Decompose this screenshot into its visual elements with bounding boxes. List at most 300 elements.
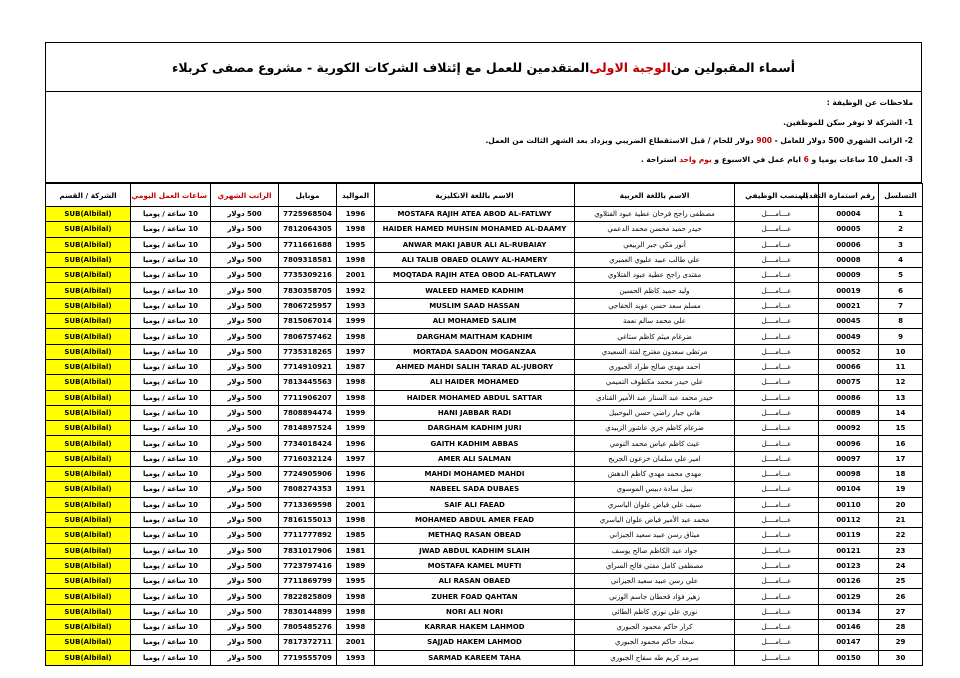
row-birth-year: 1995 <box>337 237 375 252</box>
row-salary: 500 دولار <box>211 497 279 512</box>
note-3 <box>641 155 913 164</box>
row-salary: 500 دولار <box>211 467 279 482</box>
row-birth-year: 1996 <box>337 207 375 222</box>
row-english-name: DARGHAM MAITHAM KADHIM <box>375 329 575 344</box>
row-mobile: 7830144899 <box>279 604 337 619</box>
row-birth-year: 1993 <box>337 650 375 665</box>
row-company: (Albilal)SUB <box>46 589 131 604</box>
row-arabic-name: هاني جبار راضي حسن البوحبيل <box>575 405 735 420</box>
header-seq: التسلسل <box>879 184 923 207</box>
row-arabic-name: امير علي سلمان خزعون الجريح <box>575 451 735 466</box>
row-company: (Albilal)SUB <box>46 283 131 298</box>
row-seq: 29 <box>879 635 923 650</box>
row-arabic-name: نوري علي نوري كاظم الطائي <box>575 604 735 619</box>
row-salary: 500 دولار <box>211 635 279 650</box>
row-daily-hours: 10 ساعة / يوميا <box>131 467 211 482</box>
row-english-name: MAHDI MOHAMED MAHDI <box>375 467 575 482</box>
table-row <box>46 574 923 589</box>
row-english-name: SAIF ALI FAEAD <box>375 497 575 512</box>
row-job: عـــامــــل <box>735 222 819 237</box>
row-mobile: 7808894474 <box>279 405 337 420</box>
row-seq: 2 <box>879 222 923 237</box>
row-job: عـــامــــل <box>735 558 819 573</box>
row-salary: 500 دولار <box>211 436 279 451</box>
row-english-name: ANWAR MAKI JABUR ALI AL-RUBAIAY <box>375 237 575 252</box>
row-birth-year: 1993 <box>337 298 375 313</box>
row-arabic-name: سيف علي فياض علوان الياسري <box>575 497 735 512</box>
row-salary: 500 دولار <box>211 375 279 390</box>
row-english-name: MUSLIM SAAD HASSAN <box>375 298 575 313</box>
row-mobile: 7719555709 <box>279 650 337 665</box>
row-mobile: 7735318265 <box>279 344 337 359</box>
row-company: (Albilal)SUB <box>46 421 131 436</box>
row-seq: 21 <box>879 512 923 527</box>
row-salary: 500 دولار <box>211 314 279 329</box>
accepted-applicants-table <box>45 183 923 666</box>
row-company: (Albilal)SUB <box>46 650 131 665</box>
row-mobile: 7822825809 <box>279 589 337 604</box>
note-2-text-b: دولار للحام / قبل الاستقطاع الضريبي ويزداد بعد الشهر الثالث من العمل. <box>485 136 757 145</box>
row-job: عـــامــــل <box>735 635 819 650</box>
row-seq: 19 <box>879 482 923 497</box>
row-company: (Albilal)SUB <box>46 467 131 482</box>
row-seq: 6 <box>879 283 923 298</box>
row-company: (Albilal)SUB <box>46 574 131 589</box>
row-seq: 26 <box>879 589 923 604</box>
row-birth-year: 1999 <box>337 314 375 329</box>
row-daily-hours: 10 ساعة / يوميا <box>131 314 211 329</box>
row-seq: 25 <box>879 574 923 589</box>
row-english-name: MOSTAFA KAMEL MUFTI <box>375 558 575 573</box>
row-arabic-name: مسلم سعد حسن عويد الخفاجي <box>575 298 735 313</box>
row-daily-hours: 10 ساعة / يوميا <box>131 268 211 283</box>
row-daily-hours: 10 ساعة / يوميا <box>131 558 211 573</box>
row-salary: 500 دولار <box>211 650 279 665</box>
row-arabic-name: مصطفى راجح فرحان عطية عبود الفتلاوي <box>575 207 735 222</box>
row-english-name: MOQTADA RAJIH ATEA OBOD AL-FATLAWY <box>375 268 575 283</box>
row-birth-year: 1998 <box>337 390 375 405</box>
row-salary: 500 دولار <box>211 298 279 313</box>
row-seq: 30 <box>879 650 923 665</box>
row-arabic-name: علي حيدر محمد مكطوف التميمي <box>575 375 735 390</box>
row-daily-hours: 10 ساعة / يوميا <box>131 298 211 313</box>
row-birth-year: 1998 <box>337 604 375 619</box>
row-job: عـــامــــل <box>735 390 819 405</box>
row-salary: 500 دولار <box>211 344 279 359</box>
row-seq: 14 <box>879 405 923 420</box>
row-application-no: 00147 <box>819 635 879 650</box>
row-mobile: 7817372711 <box>279 635 337 650</box>
row-english-name: NABEEL SADA DUBAES <box>375 482 575 497</box>
row-salary: 500 دولار <box>211 207 279 222</box>
row-company: (Albilal)SUB <box>46 252 131 267</box>
table-row <box>46 436 923 451</box>
row-arabic-name: جواد عبد الكاظم صالح يوسف <box>575 543 735 558</box>
row-daily-hours: 10 ساعة / يوميا <box>131 604 211 619</box>
note-2 <box>485 136 913 145</box>
row-job: عـــامــــل <box>735 497 819 512</box>
row-english-name: MOHAMED ABDUL AMER FEAD <box>375 512 575 527</box>
row-birth-year: 1987 <box>337 359 375 374</box>
row-english-name: SARMAD KAREEM TAHA <box>375 650 575 665</box>
table-row <box>46 512 923 527</box>
header-english-name: الاسم باللغة الانكليزية <box>375 184 575 207</box>
row-application-no: 00009 <box>819 268 879 283</box>
row-company: (Albilal)SUB <box>46 314 131 329</box>
row-arabic-name: احمد مهدي صالح طراد الجبوري <box>575 359 735 374</box>
row-arabic-name: ميثاق رسن عبيد سعيد الجيزاني <box>575 528 735 543</box>
row-english-name: NORI ALI NORI <box>375 604 575 619</box>
table-row <box>46 252 923 267</box>
row-english-name: HAIDER MOHAMED ABDUL SATTAR <box>375 390 575 405</box>
page-title <box>45 42 922 92</box>
row-birth-year: 1998 <box>337 252 375 267</box>
row-job: عـــامــــل <box>735 344 819 359</box>
row-seq: 15 <box>879 421 923 436</box>
row-seq: 5 <box>879 268 923 283</box>
note-1: 1- الشركة لا توفر سكن للموظفين. <box>783 118 913 127</box>
row-salary: 500 دولار <box>211 604 279 619</box>
row-seq: 11 <box>879 359 923 374</box>
row-mobile: 7711661688 <box>279 237 337 252</box>
row-arabic-name: كرار حاكم محمود الجبوري <box>575 620 735 635</box>
row-english-name: ZUHER FOAD QAHTAN <box>375 589 575 604</box>
row-company: (Albilal)SUB <box>46 405 131 420</box>
row-job: عـــامــــل <box>735 604 819 619</box>
header-birth-year: المواليد <box>337 184 375 207</box>
table-row <box>46 451 923 466</box>
row-application-no: 00006 <box>819 237 879 252</box>
row-application-no: 00089 <box>819 405 879 420</box>
row-birth-year: 1999 <box>337 405 375 420</box>
row-salary: 500 دولار <box>211 252 279 267</box>
row-job: عـــامــــل <box>735 359 819 374</box>
row-seq: 7 <box>879 298 923 313</box>
row-seq: 1 <box>879 207 923 222</box>
header-mobile: موبايل <box>279 184 337 207</box>
table-row <box>46 314 923 329</box>
row-seq: 17 <box>879 451 923 466</box>
row-mobile: 7711906207 <box>279 390 337 405</box>
row-seq: 9 <box>879 329 923 344</box>
table-row <box>46 344 923 359</box>
row-job: عـــامــــل <box>735 298 819 313</box>
row-arabic-name: حيدر محمد عبد الستار عبد الأمير القنادي <box>575 390 735 405</box>
row-company: (Albilal)SUB <box>46 604 131 619</box>
row-application-no: 00129 <box>819 589 879 604</box>
row-birth-year: 1996 <box>337 467 375 482</box>
row-birth-year: 1989 <box>337 558 375 573</box>
row-application-no: 00092 <box>819 421 879 436</box>
row-company: (Albilal)SUB <box>46 512 131 527</box>
row-english-name: MOSTAFA RAJIH ATEA ABOD AL-FATLWY <box>375 207 575 222</box>
row-salary: 500 دولار <box>211 359 279 374</box>
row-job: عـــامــــل <box>735 650 819 665</box>
note-3-text-b: ايام عمل في الاسبوع و <box>711 155 804 164</box>
row-salary: 500 دولار <box>211 574 279 589</box>
row-seq: 18 <box>879 467 923 482</box>
row-arabic-name: مصطفى كامل مفتي فالح السراي <box>575 558 735 573</box>
row-birth-year: 1996 <box>337 436 375 451</box>
header-job: المنصب الوظيفي <box>735 184 819 207</box>
row-mobile: 7716032124 <box>279 451 337 466</box>
row-job: عـــامــــل <box>735 252 819 267</box>
row-english-name: DARGHAM KADHIM JURI <box>375 421 575 436</box>
row-daily-hours: 10 ساعة / يوميا <box>131 436 211 451</box>
row-arabic-name: ضرغام كاظم جري عاشور الزبيدي <box>575 421 735 436</box>
row-application-no: 00126 <box>819 574 879 589</box>
row-daily-hours: 10 ساعة / يوميا <box>131 482 211 497</box>
row-mobile: 7735309216 <box>279 268 337 283</box>
row-arabic-name: حيدر حميد محسن محمد الدعمي <box>575 222 735 237</box>
row-daily-hours: 10 ساعة / يوميا <box>131 222 211 237</box>
table-row <box>46 528 923 543</box>
row-arabic-name: زهير فؤاد قحطان جاسم الوزني <box>575 589 735 604</box>
row-birth-year: 2001 <box>337 497 375 512</box>
row-salary: 500 دولار <box>211 589 279 604</box>
row-daily-hours: 10 ساعة / يوميا <box>131 635 211 650</box>
row-mobile: 7713369598 <box>279 497 337 512</box>
row-arabic-name: نبيل سادة دبيس الموسوي <box>575 482 735 497</box>
row-birth-year: 1991 <box>337 482 375 497</box>
row-company: (Albilal)SUB <box>46 390 131 405</box>
row-job: عـــامــــل <box>735 329 819 344</box>
row-mobile: 7813445563 <box>279 375 337 390</box>
row-birth-year: 1981 <box>337 543 375 558</box>
row-company: (Albilal)SUB <box>46 528 131 543</box>
note-3-days: 6 <box>803 155 809 164</box>
row-daily-hours: 10 ساعة / يوميا <box>131 405 211 420</box>
row-job: عـــامــــل <box>735 528 819 543</box>
row-arabic-name: سجاد حاكم محمود الجبوري <box>575 635 735 650</box>
row-company: (Albilal)SUB <box>46 359 131 374</box>
row-mobile: 7714910921 <box>279 359 337 374</box>
table-header-row <box>46 184 923 207</box>
note-3-rest-day: يوم واحد <box>679 155 712 164</box>
row-job: عـــامــــل <box>735 314 819 329</box>
row-job: عـــامــــل <box>735 421 819 436</box>
row-seq: 20 <box>879 497 923 512</box>
row-seq: 24 <box>879 558 923 573</box>
notes-heading: ملاحظات عن الوظيفة : <box>826 98 913 107</box>
table-row <box>46 604 923 619</box>
table-row <box>46 543 923 558</box>
row-arabic-name: مرتظى سعدون مغترج لفتة السعيدي <box>575 344 735 359</box>
row-application-no: 00121 <box>819 543 879 558</box>
row-application-no: 00134 <box>819 604 879 619</box>
row-application-no: 00097 <box>819 451 879 466</box>
row-arabic-name: سرمد كريم طه سفاح الجبوري <box>575 650 735 665</box>
row-english-name: KARRAR HAKEM LAHMOD <box>375 620 575 635</box>
row-english-name: METHAQ RASAN OBEAD <box>375 528 575 543</box>
table-row <box>46 237 923 252</box>
row-application-no: 00119 <box>819 528 879 543</box>
note-2-text-a: 2- الراتب الشهري 500 دولار للعامل - <box>772 136 913 145</box>
table-row <box>46 375 923 390</box>
row-english-name: ALI TALIB OBAED OLAWY AL-HAMERY <box>375 252 575 267</box>
row-application-no: 00075 <box>819 375 879 390</box>
row-daily-hours: 10 ساعة / يوميا <box>131 359 211 374</box>
row-salary: 500 دولار <box>211 421 279 436</box>
row-arabic-name: علي رسن عبيد سعيد الجيزاني <box>575 574 735 589</box>
row-application-no: 00104 <box>819 482 879 497</box>
row-arabic-name: غيث كاظم عباس محمد التومي <box>575 436 735 451</box>
row-application-no: 00086 <box>819 390 879 405</box>
row-application-no: 00045 <box>819 314 879 329</box>
row-application-no: 00098 <box>819 467 879 482</box>
row-daily-hours: 10 ساعة / يوميا <box>131 329 211 344</box>
row-mobile: 7734018424 <box>279 436 337 451</box>
row-company: (Albilal)SUB <box>46 268 131 283</box>
row-company: (Albilal)SUB <box>46 237 131 252</box>
row-application-no: 00005 <box>819 222 879 237</box>
row-seq: 28 <box>879 620 923 635</box>
table-row <box>46 650 923 665</box>
note-3-text-a: 3- العمل 10 ساعات يوميا و <box>808 155 913 164</box>
row-birth-year: 1998 <box>337 222 375 237</box>
row-birth-year: 1998 <box>337 512 375 527</box>
row-company: (Albilal)SUB <box>46 497 131 512</box>
row-job: عـــامــــل <box>735 207 819 222</box>
row-daily-hours: 10 ساعة / يوميا <box>131 497 211 512</box>
row-company: (Albilal)SUB <box>46 298 131 313</box>
row-job: عـــامــــل <box>735 375 819 390</box>
row-daily-hours: 10 ساعة / يوميا <box>131 512 211 527</box>
row-arabic-name: ضرغام ميثم كاظم ستاغي <box>575 329 735 344</box>
row-english-name: HAIDER HAMED MUHSIN MOHAMED AL-DAAMY <box>375 222 575 237</box>
table-row <box>46 635 923 650</box>
job-notes <box>45 92 922 183</box>
row-application-no: 00004 <box>819 207 879 222</box>
row-daily-hours: 10 ساعة / يوميا <box>131 237 211 252</box>
row-application-no: 00021 <box>819 298 879 313</box>
row-salary: 500 دولار <box>211 482 279 497</box>
row-daily-hours: 10 ساعة / يوميا <box>131 252 211 267</box>
row-mobile: 7805485276 <box>279 620 337 635</box>
row-mobile: 7806757462 <box>279 329 337 344</box>
table-row <box>46 497 923 512</box>
row-company: (Albilal)SUB <box>46 451 131 466</box>
row-application-no: 00096 <box>819 436 879 451</box>
row-salary: 500 دولار <box>211 451 279 466</box>
row-mobile: 7808274353 <box>279 482 337 497</box>
row-english-name: ALI HAIDER MOHAMED <box>375 375 575 390</box>
table-row <box>46 421 923 436</box>
row-company: (Albilal)SUB <box>46 635 131 650</box>
row-seq: 4 <box>879 252 923 267</box>
row-job: عـــامــــل <box>735 574 819 589</box>
table-row <box>46 558 923 573</box>
row-salary: 500 دولار <box>211 283 279 298</box>
row-application-no: 00019 <box>819 283 879 298</box>
row-salary: 500 دولار <box>211 558 279 573</box>
row-seq: 27 <box>879 604 923 619</box>
row-daily-hours: 10 ساعة / يوميا <box>131 375 211 390</box>
row-birth-year: 1998 <box>337 375 375 390</box>
row-english-name: JWAD ABDUL KADHIM SLAIH <box>375 543 575 558</box>
row-birth-year: 2001 <box>337 268 375 283</box>
row-mobile: 7724905906 <box>279 467 337 482</box>
row-arabic-name: علي طالب عبيد عليوي العميري <box>575 252 735 267</box>
row-mobile: 7725968504 <box>279 207 337 222</box>
row-daily-hours: 10 ساعة / يوميا <box>131 543 211 558</box>
row-seq: 23 <box>879 543 923 558</box>
header-daily-hours: ساعات العمل اليومي <box>131 184 211 207</box>
row-mobile: 7806725957 <box>279 298 337 313</box>
row-english-name: ALI RASAN OBAED <box>375 574 575 589</box>
row-daily-hours: 10 ساعة / يوميا <box>131 283 211 298</box>
table-row <box>46 589 923 604</box>
row-daily-hours: 10 ساعة / يوميا <box>131 421 211 436</box>
note-3-text-c: استراحة . <box>640 155 680 164</box>
row-job: عـــامــــل <box>735 620 819 635</box>
row-daily-hours: 10 ساعة / يوميا <box>131 451 211 466</box>
row-job: عـــامــــل <box>735 451 819 466</box>
row-daily-hours: 10 ساعة / يوميا <box>131 528 211 543</box>
row-application-no: 00123 <box>819 558 879 573</box>
row-english-name: AHMED MAHDI SALIH TARAD AL-JUBORY <box>375 359 575 374</box>
row-daily-hours: 10 ساعة / يوميا <box>131 344 211 359</box>
row-job: عـــامــــل <box>735 405 819 420</box>
row-job: عـــامــــل <box>735 467 819 482</box>
row-birth-year: 1998 <box>337 620 375 635</box>
row-application-no: 00052 <box>819 344 879 359</box>
row-salary: 500 دولار <box>211 268 279 283</box>
row-arabic-name: وليد حميد كاظم الحسين <box>575 283 735 298</box>
row-daily-hours: 10 ساعة / يوميا <box>131 650 211 665</box>
row-birth-year: 1985 <box>337 528 375 543</box>
row-arabic-name: محمد عبد الأمير فياض علوان الياسري <box>575 512 735 527</box>
row-company: (Albilal)SUB <box>46 222 131 237</box>
row-job: عـــامــــل <box>735 268 819 283</box>
row-english-name: WALEED HAMED KADHIM <box>375 283 575 298</box>
row-mobile: 7723797416 <box>279 558 337 573</box>
row-application-no: 00049 <box>819 329 879 344</box>
row-company: (Albilal)SUB <box>46 543 131 558</box>
header-salary: الراتب الشهري <box>211 184 279 207</box>
row-company: (Albilal)SUB <box>46 482 131 497</box>
row-job: عـــامــــل <box>735 482 819 497</box>
row-birth-year: 1998 <box>337 589 375 604</box>
row-application-no: 00112 <box>819 512 879 527</box>
table-row <box>46 268 923 283</box>
row-arabic-name: مقتدى راجح عطية عبود الفتلاوي <box>575 268 735 283</box>
row-company: (Albilal)SUB <box>46 207 131 222</box>
row-salary: 500 دولار <box>211 405 279 420</box>
row-seq: 22 <box>879 528 923 543</box>
row-application-no: 00008 <box>819 252 879 267</box>
row-daily-hours: 10 ساعة / يوميا <box>131 574 211 589</box>
header-arabic-name: الاسم باللغة العربية <box>575 184 735 207</box>
row-mobile: 7711777892 <box>279 528 337 543</box>
row-company: (Albilal)SUB <box>46 329 131 344</box>
row-daily-hours: 10 ساعة / يوميا <box>131 589 211 604</box>
table-row <box>46 329 923 344</box>
row-company: (Albilal)SUB <box>46 375 131 390</box>
row-salary: 500 دولار <box>211 512 279 527</box>
row-english-name: ALI MOHAMED SALIM <box>375 314 575 329</box>
row-seq: 3 <box>879 237 923 252</box>
row-job: عـــامــــل <box>735 283 819 298</box>
table-row <box>46 390 923 405</box>
title-part1: أسماء المقبولين من <box>670 59 795 75</box>
header-application-no: رقم استمارة التقديم <box>819 184 879 207</box>
row-mobile: 7815067014 <box>279 314 337 329</box>
table-row <box>46 298 923 313</box>
row-birth-year: 2001 <box>337 635 375 650</box>
row-job: عـــامــــل <box>735 237 819 252</box>
row-application-no: 00150 <box>819 650 879 665</box>
